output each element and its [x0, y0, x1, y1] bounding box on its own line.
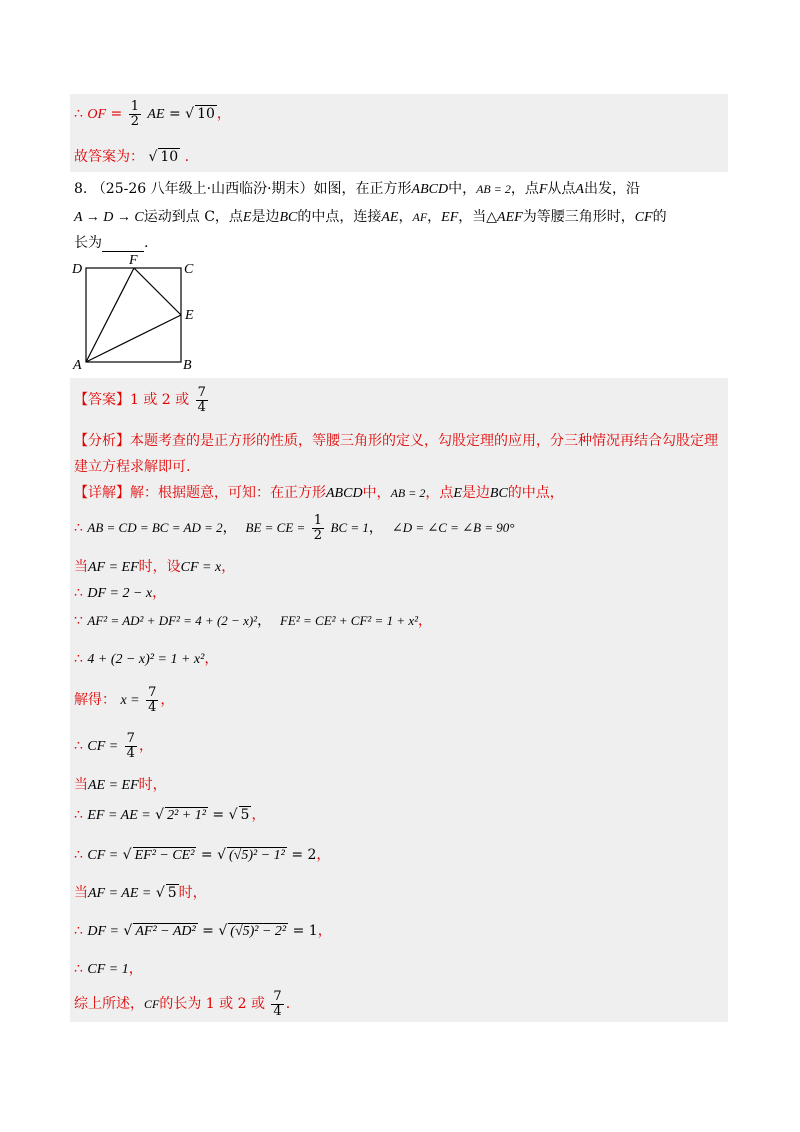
segment-fe: [134, 268, 181, 315]
prev-line-1: ∴ OF = $\frac{1}{2}$ AE = √ 10 ，: [74, 99, 231, 129]
detail-intro: 【详解】解：根据题意，可知：在正方形ABCD中，AB = 2，点E是边BC的中点，: [74, 485, 564, 501]
label-d: D: [72, 262, 83, 277]
cf-fraction: $\frac{7}{4}$: [126, 731, 135, 761]
label-b: B: [183, 358, 192, 373]
analysis-line-1: 【分析】本题考查的是正方形的性质，等腰三角形的定义，勾股定理的应用，分三种情况再结合勾股定理: [74, 433, 718, 449]
step-df: ∴ DF = 2 − x，: [74, 585, 167, 601]
step-cf-case3: ∴ CF = 1，: [74, 961, 143, 977]
label-f: F: [129, 253, 138, 268]
problem-line-3: 长为 .: [74, 235, 149, 251]
label-e: E: [185, 308, 194, 323]
summary-fraction: $\frac{7}{4}$: [273, 989, 282, 1019]
step-equation: ∴ 4 + (2 − x)² = 1 + x²，: [74, 651, 219, 667]
step-cf-result: ∴ CF = $\frac{7}{4}$ ，: [74, 731, 153, 761]
prev-answer-line: 故答案为： √ 10 .: [74, 149, 190, 165]
answer-line: 【答案】1 或 2 或 $\frac{7}{4}$: [74, 385, 206, 415]
case-2-heading: 当AE = EF时，: [74, 777, 167, 793]
problem-line-2: A → D → C运动到点 C，点E是边BC的中点，连接AE，AF，EF，当△AEF为等腰三角形时，CF的: [74, 209, 667, 225]
step-solve: 解得： x = $\frac{7}{4}$ ，: [74, 685, 175, 715]
x-fraction: $\frac{7}{4}$: [148, 685, 157, 715]
step-df-case3: ∴ DF = √ AF² − AD² = √ (√5)² − 2² = 1，: [74, 923, 332, 939]
square-figure: [72, 252, 202, 376]
case-1-heading: 当AF = EF时，设CF = x，: [74, 559, 236, 575]
step-given-values: ∴ AB = CD = BC = AD = 2， BE = CE = $\frac{1}{2}$ BC = 1， ∠D = ∠C = ∠B = 90°: [74, 513, 515, 543]
segment-af: [86, 268, 134, 362]
problem-line-1: 8. （25-26 八年级上·山西临汾·期末）如图，在正方形ABCD中，AB = 2，点F从点A出发，沿: [74, 181, 640, 197]
analysis-line-2: 建立方程求解即可.: [74, 459, 191, 475]
square-abcd: [86, 268, 181, 362]
case-3-heading: 当AF = AE = √ 5 时，: [74, 885, 207, 901]
step-pythagoras: ∵ AF² = AD² + DF² = 4 + (2 − x)²， FE² = CE² + CF² = 1 + x²，: [74, 613, 433, 629]
step-cf-case2: ∴ CF = √ EF² − CE² = √ (√5)² − 1² = 2，: [74, 847, 331, 863]
half-fraction-2: $\frac{1}{2}$: [313, 513, 323, 543]
step-ef: ∴ EF = AE = √ 2² + 1² = √ 5 ，: [74, 807, 266, 823]
half-fraction: $\frac{1}{2}$: [130, 99, 139, 129]
summary-line: 综上所述，CF的长为 1 或 2 或 $\frac{7}{4}$ .: [74, 989, 291, 1019]
answer-fraction: $\frac{7}{4}$: [197, 385, 206, 415]
label-a: A: [73, 358, 82, 373]
segment-ae: [86, 315, 181, 362]
label-c: C: [184, 262, 194, 277]
answer-blank: [102, 239, 144, 252]
